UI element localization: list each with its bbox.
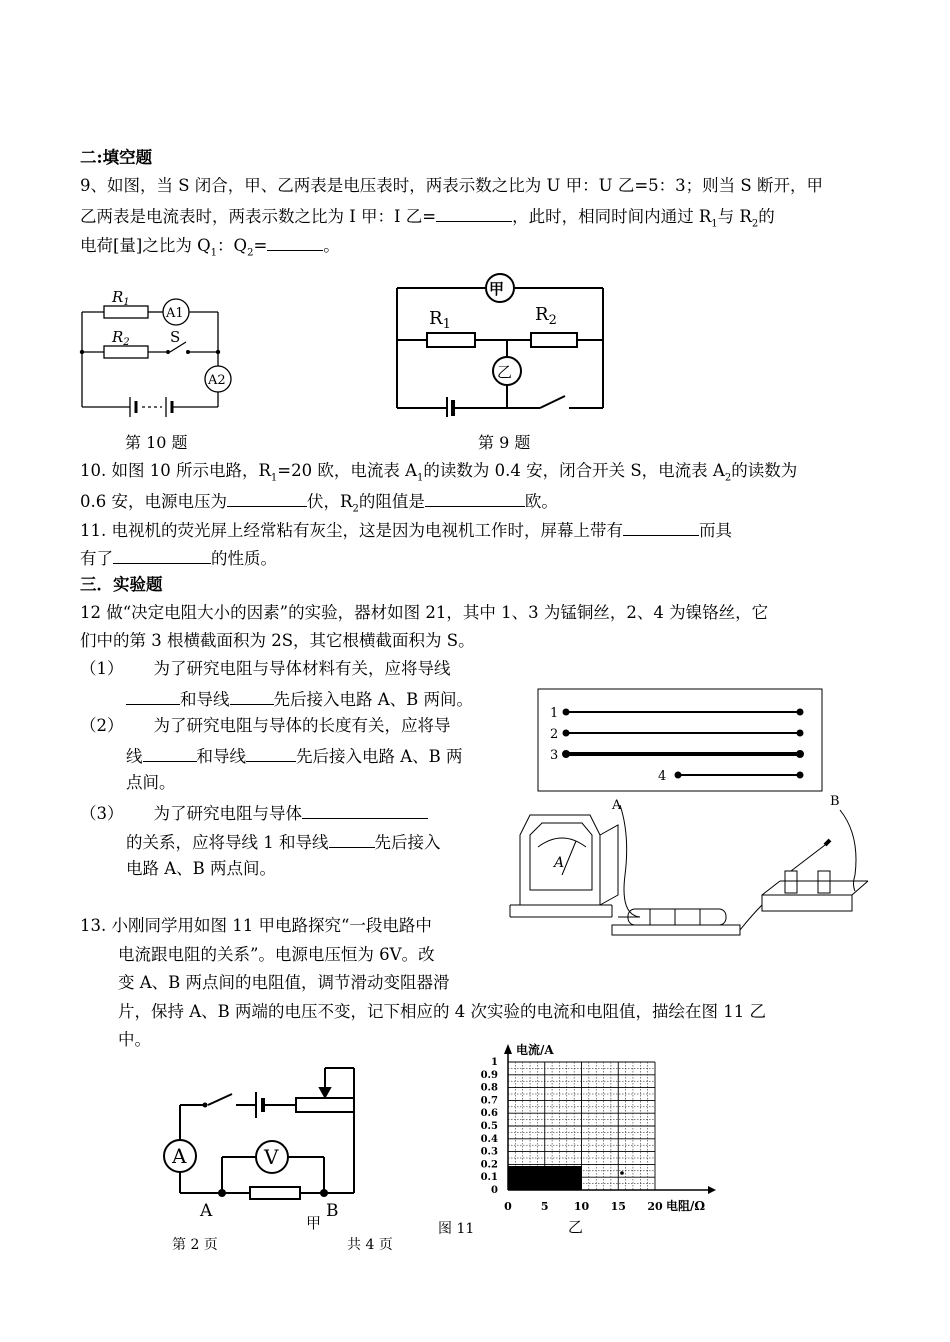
r1-label: $R_1$: [112, 288, 130, 308]
x-tick-label: 20: [647, 1200, 663, 1213]
answer-blank[interactable]: [425, 488, 525, 507]
y-tick-label: 0.3: [480, 1146, 498, 1158]
q11-line2: 有了 的性质。: [80, 545, 277, 571]
point-b-label: B: [326, 1201, 339, 1221]
x-tick-label: 0: [504, 1200, 512, 1213]
q13-line2: 电流跟电阻的关系”。电源电压恒为 6V。改: [118, 945, 435, 964]
point-a-label: A: [200, 1201, 213, 1221]
x-tick-label: 10: [573, 1200, 590, 1213]
switch-label: S: [170, 328, 181, 346]
y-axis-label: 电流/A: [516, 1043, 554, 1057]
q13-line4: 片，保持 A、B 两端的电压不变，记下相应的 4 次实验的电流和电阻值，描绘在图 11 乙: [118, 1002, 767, 1021]
figure-11b-grid: [470, 1040, 730, 1240]
r2-label: $R_2$: [112, 328, 130, 348]
figure-9-caption: 第 9 题: [478, 433, 531, 452]
q12-part2-line2: 线 和导线 先后接入电路 A、B 两: [126, 743, 463, 769]
y-tick-label: 0.4: [480, 1133, 498, 1145]
answer-blank[interactable]: [230, 686, 274, 705]
q12-part3-line2: 的关系，应将导线 1 和导线 先后接入: [126, 829, 441, 855]
y-tick-label: 0.2: [480, 1159, 498, 1171]
q9-line2: 乙两表是电流表时，两表示数之比为 I 甲：I 乙= ，此时，相同时间内通过 $R_1$与 $R_2$的: [80, 203, 775, 236]
r1-label: $R_1$: [429, 308, 451, 332]
q12-line1: 12 做“决定电阻大小的因素”的实验，器材如图 21，其中 1、3 为锰铜丝，2、4 为镍铬丝，它: [80, 603, 769, 622]
answer-blank[interactable]: [246, 743, 296, 762]
ammeter-label: A: [554, 855, 565, 871]
y-tick-label: 0.6: [480, 1108, 498, 1120]
y-tick-label: 0: [491, 1185, 498, 1196]
figure-10-circuit: [70, 280, 250, 420]
figure-11b-label: 乙: [568, 1218, 584, 1236]
q10-line2: 0.6 安，电源电压为 伏，$R_2$的阻值是 欧。: [80, 488, 558, 521]
wire-3-label: 3: [550, 748, 559, 763]
figure-11-caption: 图 11: [438, 1221, 475, 1237]
wire-4-label: 4: [658, 769, 667, 784]
answer-blank[interactable]: [126, 686, 180, 705]
voltmeter-label: V: [264, 1145, 279, 1169]
y-tick-label: 0.5: [480, 1121, 498, 1132]
meter-yi: 乙: [497, 363, 513, 381]
q10-line1: 10. 如图 10 所示电路，$R_1=20$ 欧，电流表 $A_1$的读数为 0.4 安，闭合开关 S，电流表 $A_2$的读数为: [80, 461, 798, 484]
meter-jia: 甲: [489, 280, 505, 298]
q9-line3: 电荷[量]之比为 $Q_1$：$Q_2=$ 。: [80, 232, 340, 265]
q12-line2: 们中的第 3 根横截面积为 2S，其它根横截面积为 S。: [80, 631, 475, 650]
wire-1-label: 1: [550, 706, 559, 721]
y-tick-label: 0.8: [480, 1082, 498, 1094]
x-tick-label: 5: [540, 1200, 549, 1213]
q12-part3-line3: 电路 A、B 两点间。: [126, 859, 277, 878]
answer-blank[interactable]: [227, 488, 307, 507]
x-tick-label: 15: [610, 1200, 626, 1213]
q12-part1-line1: （1） 为了研究电阻与导体材料有关，应将导线: [80, 659, 451, 678]
point-b-label: B: [830, 794, 840, 809]
y-tick-label: 0.9: [480, 1069, 498, 1081]
q13-line5: 中。: [118, 1030, 151, 1049]
answer-blank[interactable]: [436, 203, 512, 222]
ammeter-a1: A1: [166, 306, 184, 321]
total-pages: 共 4 页: [347, 1237, 393, 1253]
q12-part3-line1: （3） 为了研究电阻与导体: [80, 800, 428, 826]
shaded-region: [508, 1166, 582, 1190]
ammeter-a2: A2: [208, 373, 226, 388]
section-title: 二:填空题: [80, 148, 153, 167]
q13-line1: 13. 小刚同学用如图 11 甲电路探究“一段电路中: [80, 916, 432, 935]
wire-2-label: 2: [550, 727, 559, 742]
r2-label: $R_2$: [535, 304, 557, 328]
figure-11a-circuit: [160, 1060, 390, 1235]
figure-9-circuit: [385, 272, 615, 417]
answer-blank[interactable]: [113, 545, 211, 564]
answer-blank[interactable]: [143, 743, 197, 762]
x-axis-label: 电阻/Ω: [666, 1199, 706, 1213]
figure-11a-label: 甲: [306, 1214, 322, 1232]
ammeter-label: A: [172, 1144, 187, 1168]
q12-part2-line3: 点间。: [126, 773, 176, 792]
y-tick-label: 0.7: [480, 1095, 498, 1107]
y-tick-label: 0.1: [480, 1172, 498, 1184]
q9-line1: 9、如图，当 S 闭合，甲、乙两表是电压表时，两表示数之比为 U 甲：U 乙=5：3；则当 S 断开，甲: [80, 176, 823, 195]
figure-10-caption: 第 10 题: [125, 433, 188, 452]
y-tick-label: 1: [491, 1057, 498, 1068]
q12-part1-line2: 和导线 先后接入电路 A、B 两间。: [126, 686, 473, 712]
q11-line1: 11. 电视机的荧光屏上经常粘有灰尘，这是因为电视机工作时，屏幕上带有 而具: [80, 517, 732, 543]
section-title: 三．实验题: [80, 575, 163, 594]
answer-blank[interactable]: [267, 232, 323, 251]
q13-line3: 变 A、B 两点间的电阻值，调节滑动变阻器滑: [118, 973, 450, 992]
point-a-label: A: [612, 798, 622, 813]
answer-blank[interactable]: [623, 517, 699, 536]
q12-part2-line1: （2） 为了研究电阻与导体的长度有关，应将导: [80, 716, 451, 735]
figure-21-apparatus: [500, 685, 880, 945]
answer-blank[interactable]: [329, 829, 375, 848]
page-number: 第 2 页: [172, 1237, 218, 1253]
answer-blank[interactable]: [302, 800, 428, 819]
